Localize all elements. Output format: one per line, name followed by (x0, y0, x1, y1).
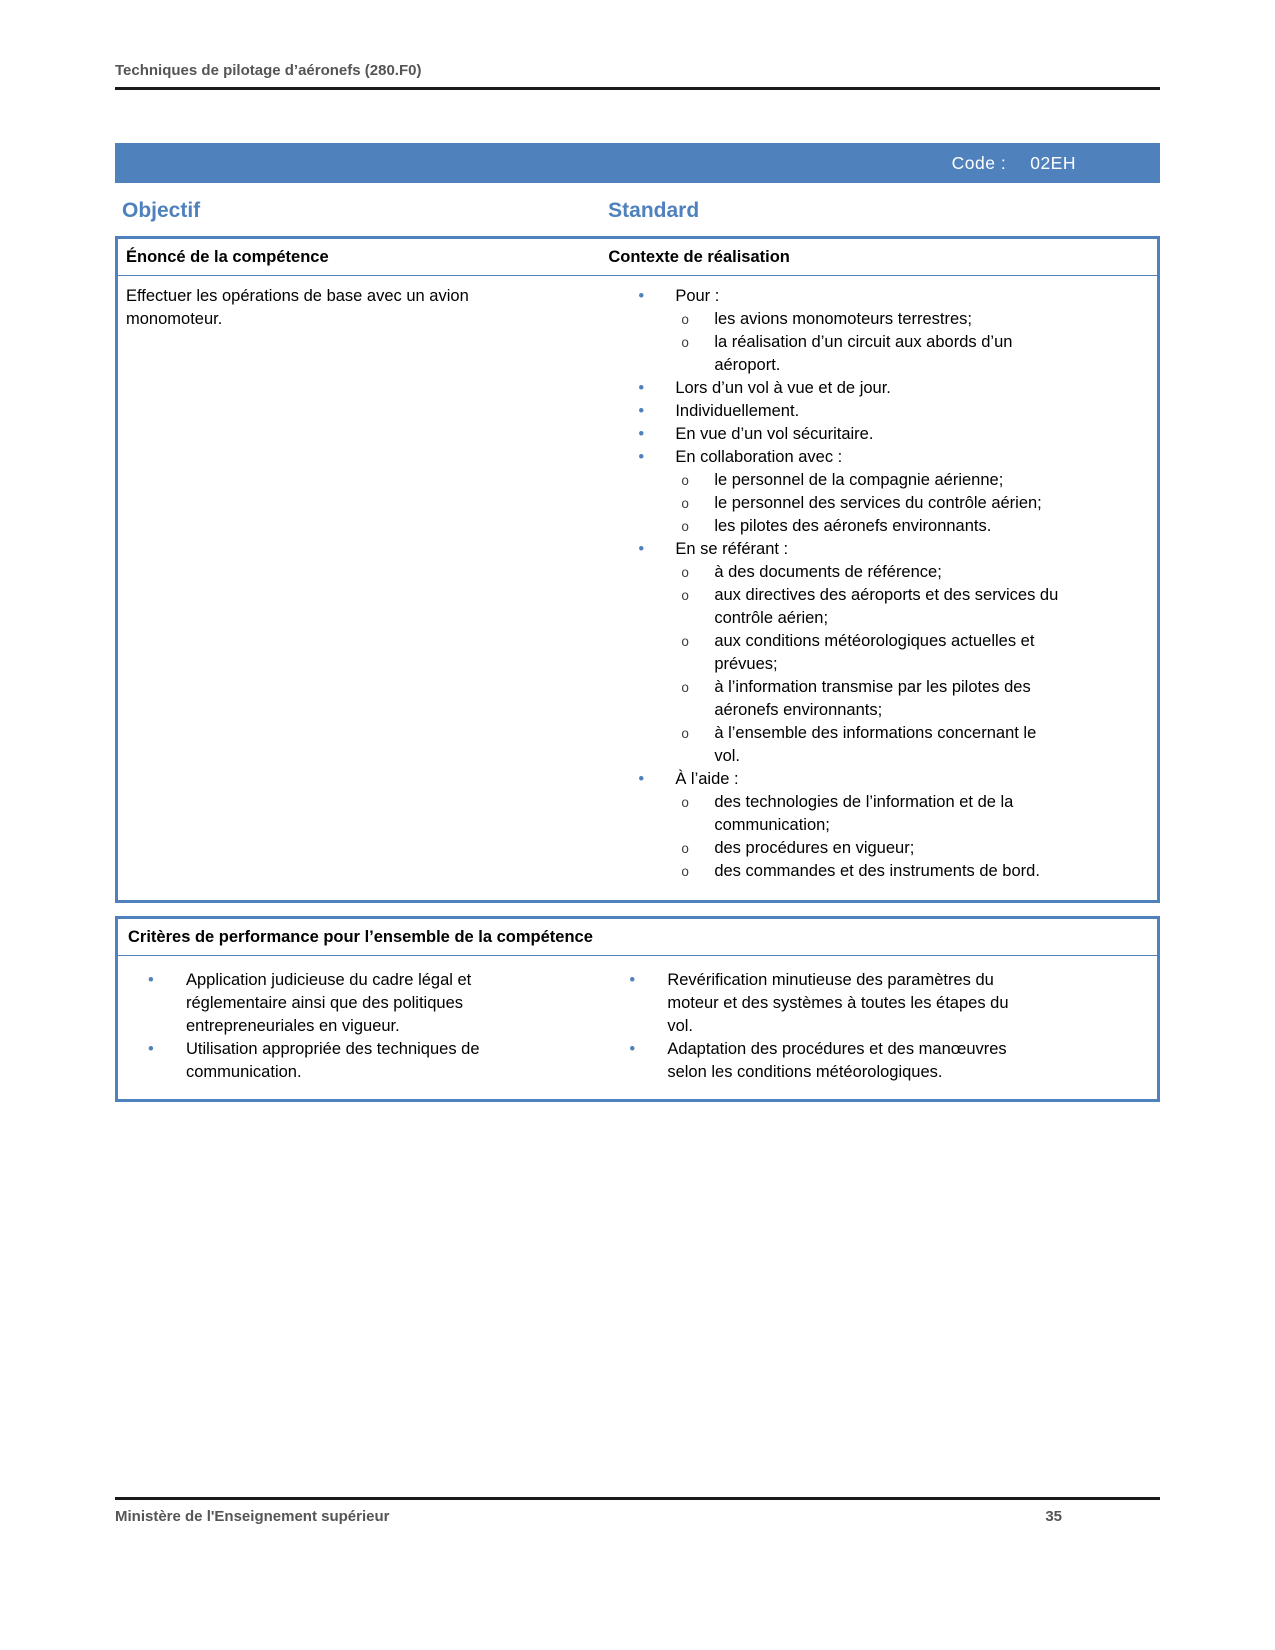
circle-bullet-icon: o (681, 634, 689, 649)
enonce-cell (118, 282, 606, 886)
list-item (607, 676, 1151, 722)
content-area (115, 143, 1160, 1102)
bullet-icon: • (638, 448, 645, 466)
list-item-text: à l’information transmise par les pilotes des aéronefs environnants; (714, 678, 1031, 719)
list-item (607, 1038, 1151, 1084)
circle-bullet-icon: o (681, 496, 689, 511)
competence-table-header-row (118, 239, 1157, 276)
list-item-text: En vue d’un vol sécuritaire. (675, 425, 874, 443)
list-item-text: En collaboration avec : (675, 448, 843, 466)
criteres-header: Critères de performance pour l’ensemble de la compétence (128, 928, 593, 946)
list-item-text: Lors d’un vol à vue et de jour. (675, 379, 891, 397)
list-item-text: Application judicieuse du cadre légal et réglementaire ainsi que des politiques entrepreneuriales en vigueur. (186, 971, 472, 1035)
enonce-text: Effectuer les opérations de base avec un avion monomoteur. (126, 287, 469, 328)
criteres-table-body (118, 956, 1157, 1099)
criteres-right-cell (606, 966, 1157, 1087)
bullet-icon: • (629, 1040, 636, 1058)
page-footer (115, 1497, 1160, 1525)
header-title: Techniques de pilotage d’aéronefs (280.F0) (115, 62, 422, 79)
list-item (607, 308, 1151, 331)
circle-bullet-icon: o (681, 841, 689, 856)
list-item (607, 400, 1151, 423)
contexte-header: Contexte de réalisation (608, 248, 790, 266)
bullet-icon: • (638, 770, 645, 788)
circle-bullet-icon: o (681, 519, 689, 534)
list-item (607, 377, 1151, 400)
list-item-text: Utilisation appropriée des techniques de communication. (186, 1040, 480, 1081)
list-item (607, 515, 1151, 538)
circle-bullet-icon: o (681, 335, 689, 350)
bullet-icon: • (638, 425, 645, 443)
list-item-text: le personnel des services du contrôle aérien; (714, 494, 1042, 512)
bullet-icon: • (638, 540, 645, 558)
list-item (607, 561, 1151, 584)
bullet-icon: • (629, 971, 636, 989)
contexte-cell (606, 282, 1157, 886)
list-item (607, 630, 1151, 676)
contexte-list (607, 285, 1151, 883)
code-label: Code : (951, 152, 1007, 173)
list-item (607, 584, 1151, 630)
objectif-heading: Objectif (122, 199, 201, 222)
bullet-icon: • (638, 287, 645, 305)
footer-text: Ministère de l'Enseignement supérieur (115, 1508, 390, 1525)
list-item-text: les avions monomoteurs terrestres; (714, 310, 973, 328)
circle-bullet-icon: o (681, 473, 689, 488)
bullet-icon: • (148, 971, 154, 989)
criteres-table (115, 916, 1160, 1102)
criteres-table-header-row (118, 919, 1157, 956)
code-banner (115, 143, 1160, 183)
circle-bullet-icon: o (681, 795, 689, 810)
list-item-text: à des documents de référence; (714, 563, 942, 581)
list-item-text: Individuellement. (675, 402, 800, 420)
list-item (607, 860, 1151, 883)
page-number: 35 (1045, 1508, 1062, 1525)
list-item (607, 285, 1151, 308)
list-item-text: Revérification minutieuse des paramètres du moteur et des systèmes à toutes les étapes du vol. (667, 971, 1009, 1035)
criteres-right-list (607, 969, 1151, 1084)
bullet-icon: • (638, 379, 645, 397)
list-item-text: En se référant : (675, 540, 789, 558)
list-item-text: Pour : (675, 287, 720, 305)
list-item-text: aux conditions météorologiques actuelles et prévues; (714, 632, 1035, 673)
list-item (607, 791, 1151, 837)
list-item (607, 423, 1151, 446)
bullet-icon: • (638, 402, 645, 420)
circle-bullet-icon: o (681, 864, 689, 879)
section-titles (115, 199, 1160, 223)
circle-bullet-icon: o (681, 588, 689, 603)
list-item (607, 969, 1151, 1038)
circle-bullet-icon: o (681, 312, 689, 327)
list-item (607, 446, 1151, 469)
list-item (607, 538, 1151, 561)
list-item (607, 837, 1151, 860)
list-item-text: des commandes et des instruments de bord. (714, 862, 1040, 880)
competence-table (115, 236, 1160, 903)
list-item (607, 492, 1151, 515)
list-item (126, 969, 598, 1038)
list-item-text: le personnel de la compagnie aérienne; (714, 471, 1004, 489)
bullet-icon: • (148, 1040, 154, 1058)
circle-bullet-icon: o (681, 726, 689, 741)
list-item-text: les pilotes des aéronefs environnants. (714, 517, 992, 535)
list-item-text: À l’aide : (675, 770, 739, 788)
circle-bullet-icon: o (681, 680, 689, 695)
list-item-text: des technologies de l’information et de la communication; (714, 793, 1014, 834)
list-item (607, 331, 1151, 377)
criteres-left-list (126, 969, 598, 1084)
list-item-text: des procédures en vigueur; (714, 839, 915, 857)
criteres-left-cell (118, 966, 606, 1087)
list-item (607, 768, 1151, 791)
list-item-text: aux directives des aéroports et des services du contrôle aérien; (714, 586, 1059, 627)
standard-heading: Standard (608, 199, 700, 222)
enonce-header: Énoncé de la compétence (126, 248, 329, 266)
list-item-text: à l’ensemble des informations concernant le vol. (714, 724, 1037, 765)
list-item-text: Adaptation des procédures et des manœuvres selon les conditions météorologiques. (667, 1040, 1007, 1081)
list-item-text: la réalisation d’un circuit aux abords d’un aéroport. (714, 333, 1013, 374)
circle-bullet-icon: o (681, 565, 689, 580)
list-item (126, 1038, 598, 1084)
list-item (607, 469, 1151, 492)
page-header (115, 62, 1160, 90)
competence-table-body (118, 276, 1157, 900)
code-value: 02EH (1030, 152, 1076, 173)
list-item (607, 722, 1151, 768)
